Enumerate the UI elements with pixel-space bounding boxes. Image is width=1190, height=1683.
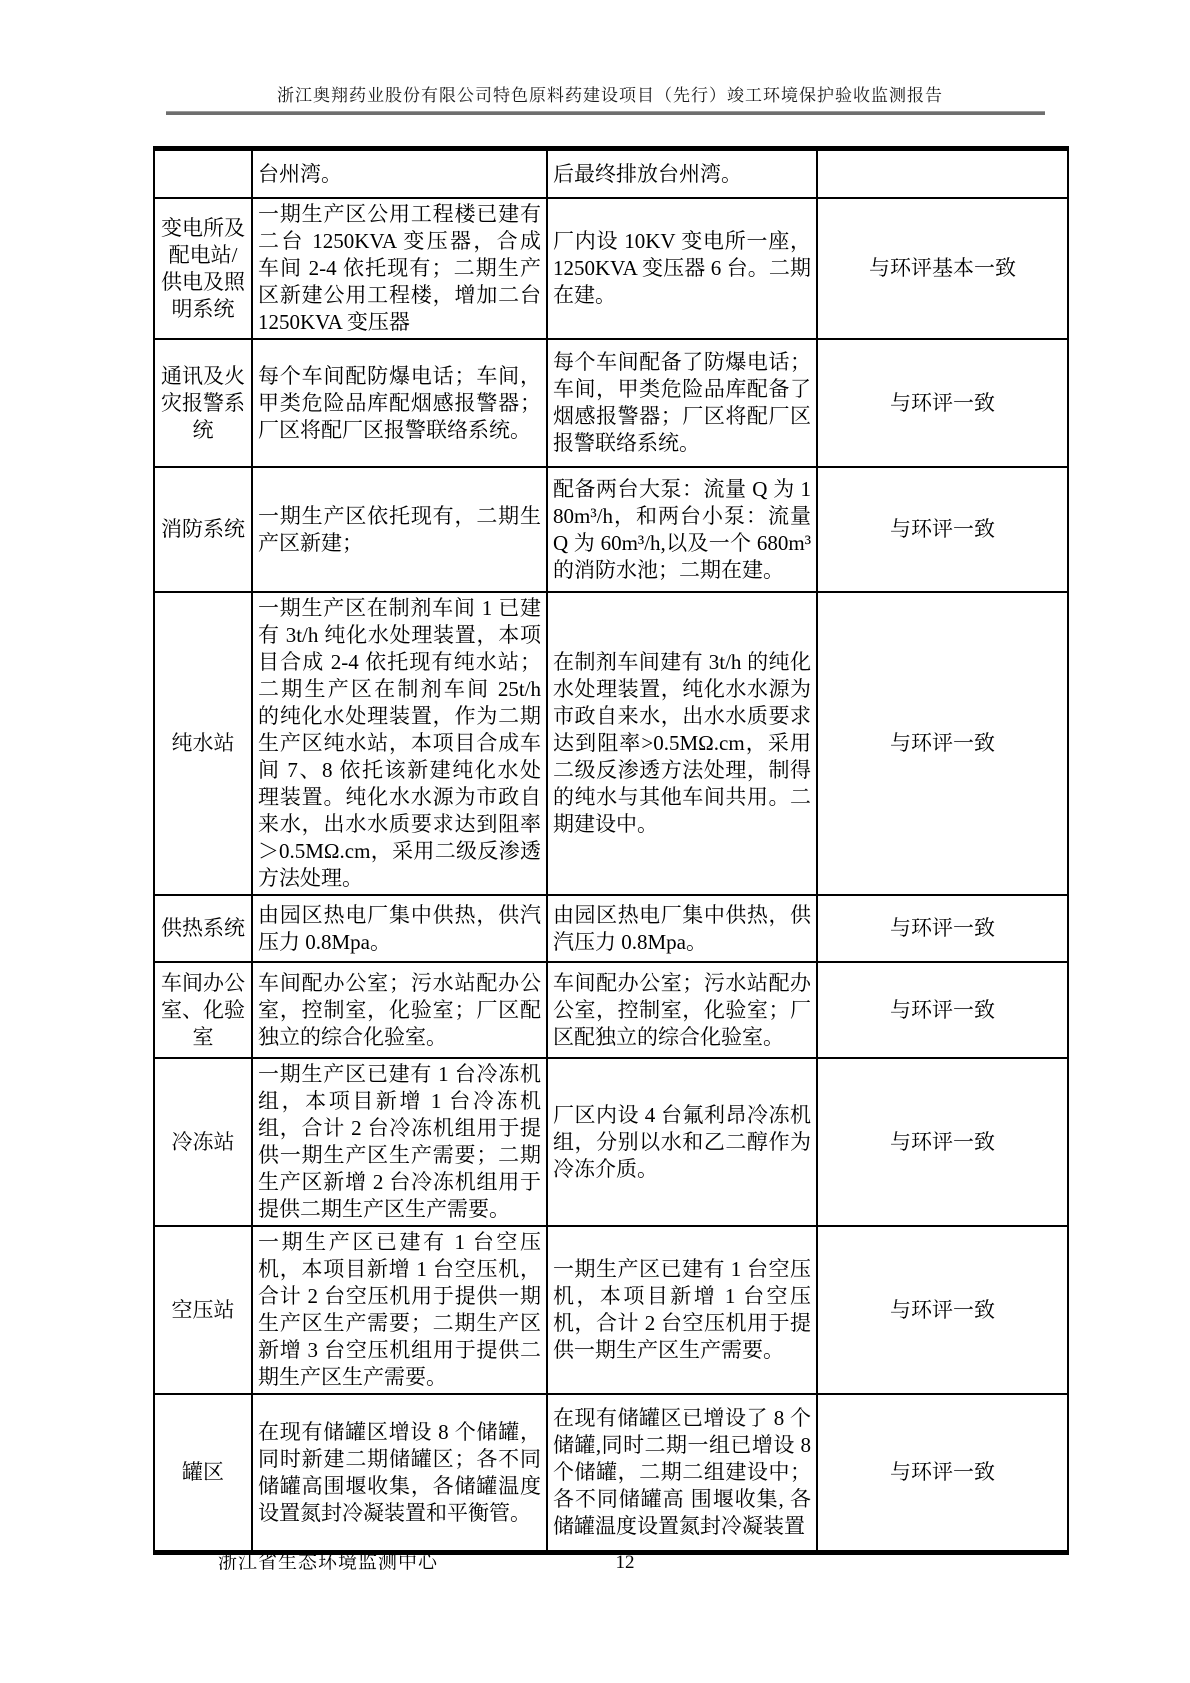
cell-conclusion: 与环评一致 [817, 1058, 1068, 1226]
table-row [154, 962, 1068, 1058]
cell-eia: 每个车间配防爆电话；车间，甲类危险品库配烟感报警器；厂区将配厂区报警联络系统。 [252, 339, 547, 467]
cell-system: 供热系统 [154, 895, 252, 962]
cell-eia: 一期生产区在制剂车间 1 已建有 3t/h 纯化水处理装置，本项目合成 2-4 依托现有纯水站；二期生产区在制剂车间 25t/h 的纯化水处理装置，作为二期生产区纯水站，本项目合成车间 7、8 依托该新建纯化水处理装置。纯化水水源为市政自来水，出水水质要求达到阻率＞0.5MΩ.cm，采用二级反渗透方法处理。 [252, 592, 547, 895]
cell-actual: 每个车间配备了防爆电话；车间，甲类危险品库配备了烟感报警器；厂区将配厂区报警联络系统。 [547, 339, 817, 467]
table-row [154, 198, 1068, 339]
cell-actual: 在制剂车间建有 3t/h 的纯化水处理装置，纯化水水源为市政自来水，出水水质要求达到阻率>0.5MΩ.cm，采用二级反渗透方法处理，制得的纯水与其他车间共用。二期建设中。 [547, 592, 817, 895]
cell-system: 冷冻站 [154, 1058, 252, 1226]
cell-eia: 在现有储罐区增设 8 个储罐，同时新建二期储罐区；各不同储罐高围堰收集，各储罐温度设置氮封冷凝装置和平衡管。 [252, 1394, 547, 1553]
footer-page-number: 12 [615, 1552, 635, 1573]
cell-system: 车间办公室、化验室 [154, 962, 252, 1058]
table-row [154, 339, 1068, 467]
table-row [154, 1226, 1068, 1394]
header-divider [166, 111, 1045, 115]
cell-system: 空压站 [154, 1226, 252, 1394]
cell-conclusion: 与环评一致 [817, 1226, 1068, 1394]
cell-system: 通讯及火灾报警系统 [154, 339, 252, 467]
cell-eia: 一期生产区已建有 1 台空压机，本项目新增 1 台空压机，合计 2 台空压机用于提供一期生产区生产需要；二期生产区新增 3 台空压机组用于提供二期生产区生产需要。 [252, 1226, 547, 1394]
cell-actual: 车间配办公室；污水站配办公室，控制室，化验室；厂区配独立的综合化验室。 [547, 962, 817, 1058]
cell-actual: 厂内设 10KV 变电所一座，1250KVA 变压器 6 台。二期在建。 [547, 198, 817, 339]
cell-actual: 厂区内设 4 台氟利昂冷冻机组，分别以水和乙二醇作为冷冻介质。 [547, 1058, 817, 1226]
cell-conclusion: 与环评一致 [817, 1394, 1068, 1553]
cell-system: 变电所及配电站/供电及照明系统 [154, 198, 252, 339]
cell-system: 纯水站 [154, 592, 252, 895]
cell-eia: 由园区热电厂集中供热，供汽压力 0.8Mpa。 [252, 895, 547, 962]
cell-actual: 一期生产区已建有 1 台空压机，本项目新增 1 台空压机，合计 2 台空压机用于提供一期生产区生产需要。 [547, 1226, 817, 1394]
cell-eia: 车间配办公室；污水站配办公室，控制室，化验室；厂区配独立的综合化验室。 [252, 962, 547, 1058]
cell-conclusion: 与环评基本一致 [817, 198, 1068, 339]
cell-conclusion: 与环评一致 [817, 339, 1068, 467]
cell-actual: 后最终排放台州湾。 [547, 149, 817, 199]
comparison-table [153, 146, 1069, 1555]
cell-conclusion: 与环评一致 [817, 467, 1068, 592]
cell-eia: 台州湾。 [252, 149, 547, 199]
cell-conclusion: 与环评一致 [817, 962, 1068, 1058]
cell-actual: 由园区热电厂集中供热，供汽压力 0.8Mpa。 [547, 895, 817, 962]
page-header-title: 浙江奥翔药业股份有限公司特色原料药建设项目（先行）竣工环境保护验收监测报告 [277, 86, 943, 105]
footer-organization: 浙江省生态环境监测中心 [218, 1552, 439, 1573]
cell-actual: 在现有储罐区已增设了 8 个储罐,同时二期一组已增设 8 个储罐，二期二组建设中；各不同储罐高 围堰收集, 各储罐温度设置氮封冷凝装置 [547, 1394, 817, 1553]
cell-eia: 一期生产区已建有 1 台冷冻机组，本项目新增 1 台冷冻机组，合计 2 台冷冻机组用于提供一期生产区生产需要；二期生产区新增 2 台冷冻机组用于提供二期生产区生产需要。 [252, 1058, 547, 1226]
cell-eia: 一期生产区依托现有，二期生产区新建； [252, 467, 547, 592]
cell-eia: 一期生产区公用工程楼已建有二台 1250KVA 变压器，合成车间 2-4 依托现有；二期生产区新建公用工程楼，增加二台 1250KVA 变压器 [252, 198, 547, 339]
cell-system: 罐区 [154, 1394, 252, 1553]
table-row [154, 1058, 1068, 1226]
cell-system: 消防系统 [154, 467, 252, 592]
table-row [154, 149, 1068, 199]
cell-conclusion [817, 149, 1068, 199]
cell-conclusion: 与环评一致 [817, 592, 1068, 895]
table-row [154, 592, 1068, 895]
table-row [154, 1394, 1068, 1553]
cell-actual: 配备两台大泵：流量 Q 为 180m³/h，和两台小泵：流量 Q 为 60m³/h,以及一个 680m³ 的消防水池；二期在建。 [547, 467, 817, 592]
table-row [154, 895, 1068, 962]
cell-system [154, 149, 252, 199]
cell-conclusion: 与环评一致 [817, 895, 1068, 962]
table-row [154, 467, 1068, 592]
